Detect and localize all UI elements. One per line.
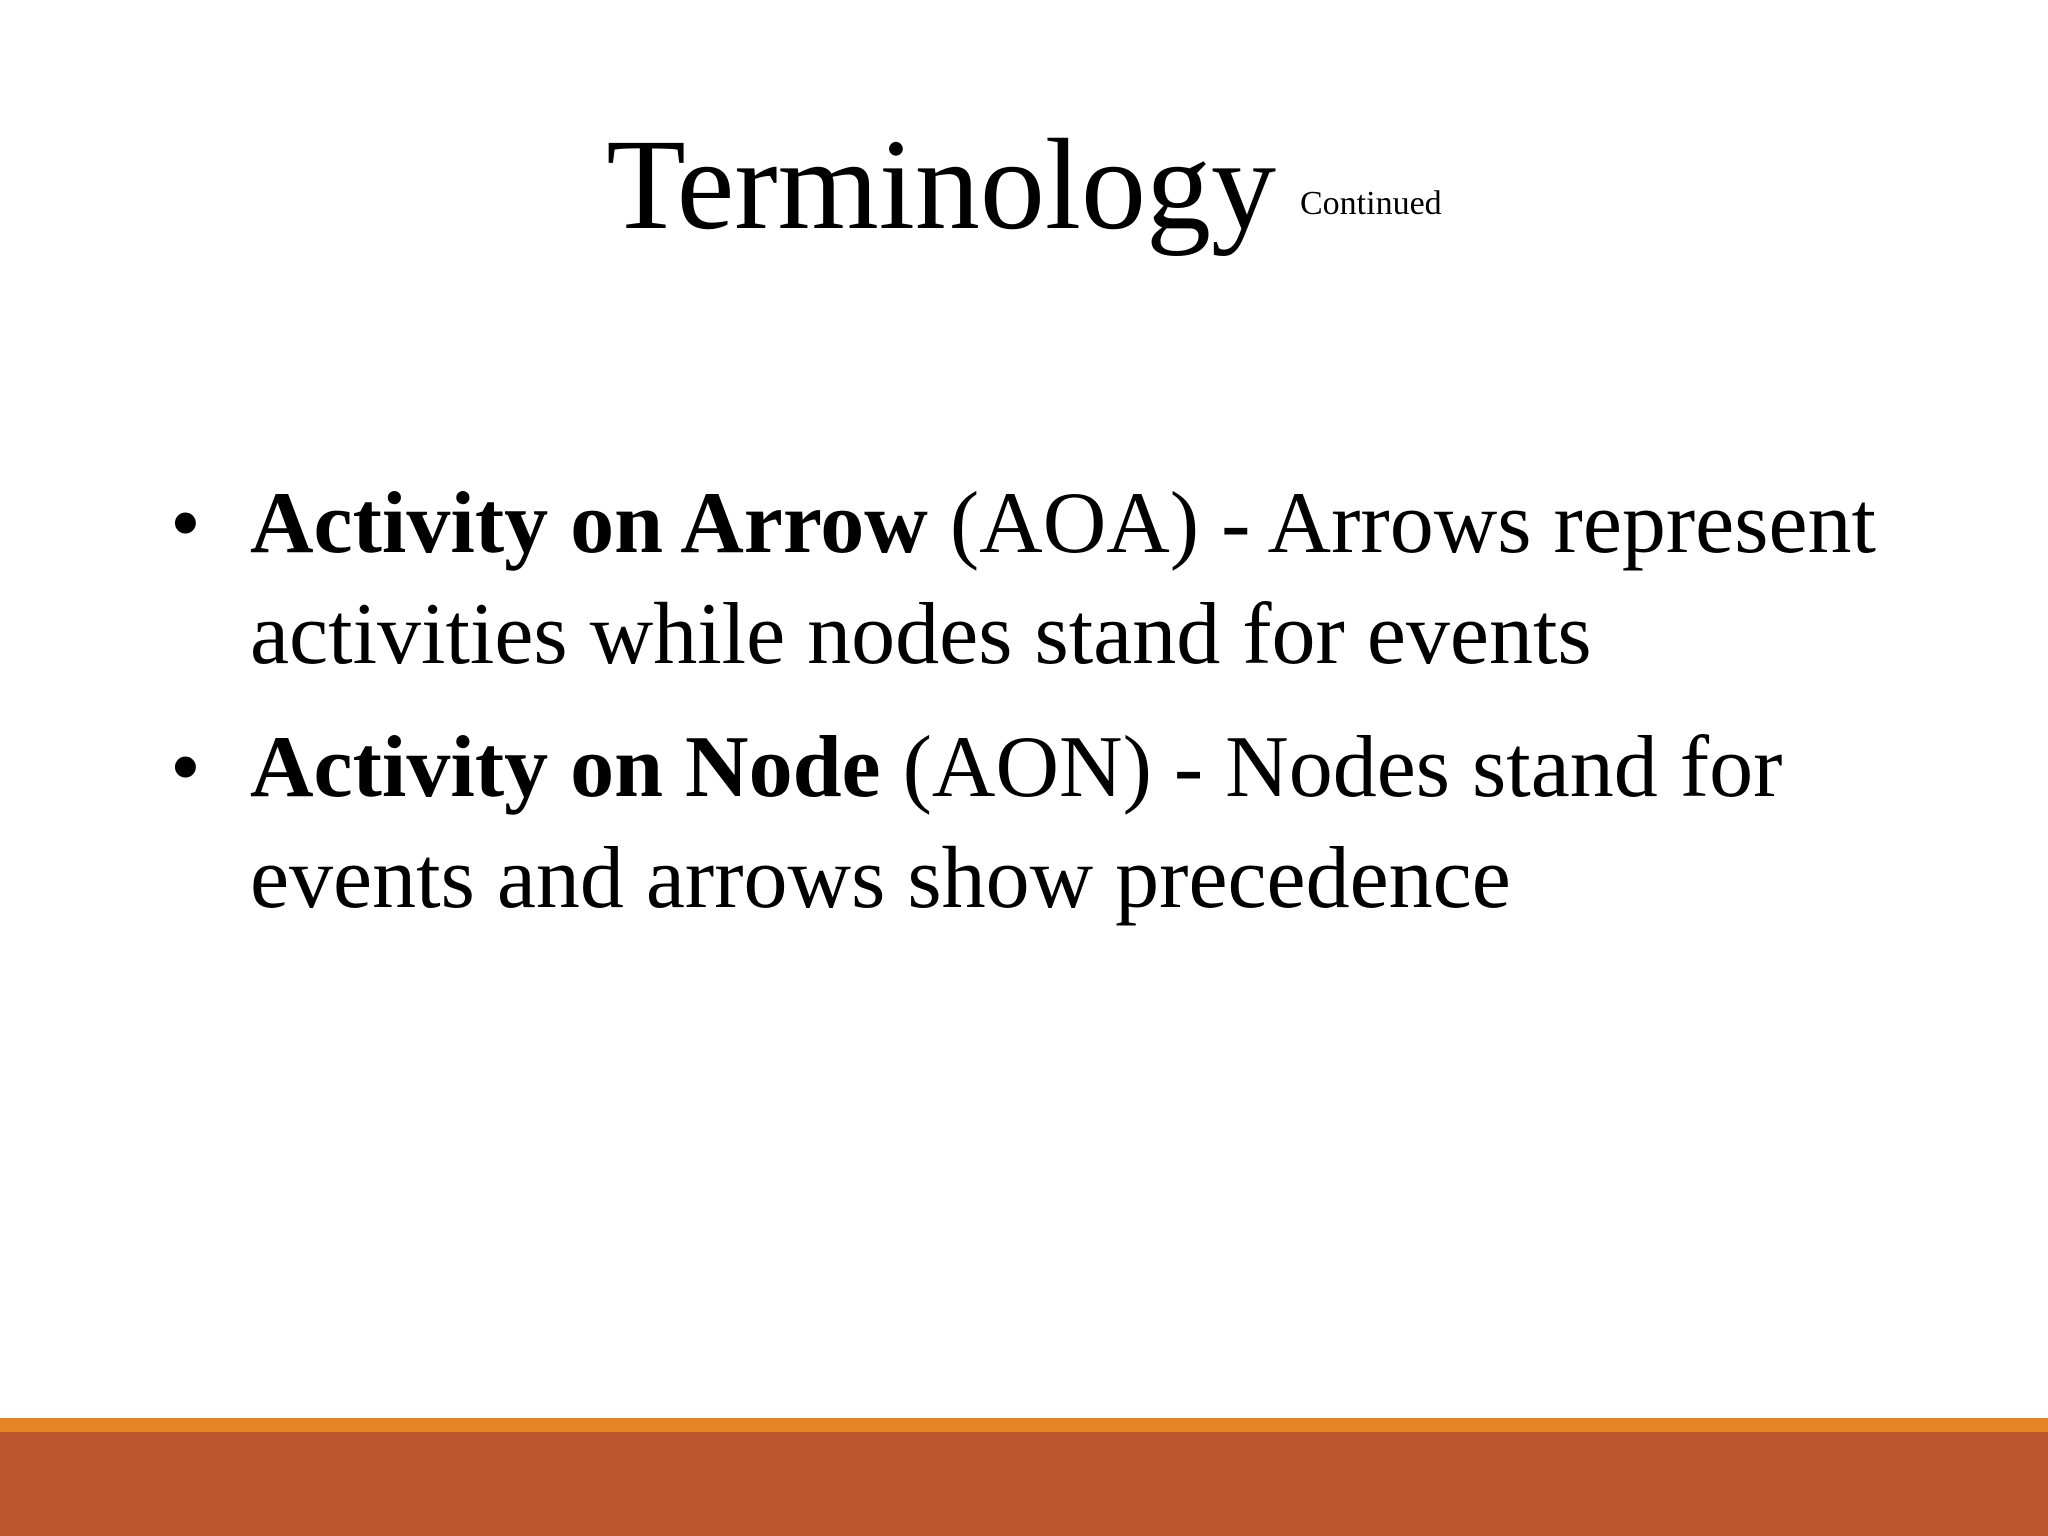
bullet-list xyxy=(170,468,1890,956)
footer-accent-stripe xyxy=(0,1418,2048,1432)
slide-title-row xyxy=(0,110,2048,260)
slide-subtitle: Continued xyxy=(1300,185,1442,222)
bullet-term: Activity on Arrow xyxy=(250,475,928,572)
bullet-item-aon xyxy=(170,712,1890,934)
bullet-description: - Nodes stand for events and arrows show precedence xyxy=(250,719,1783,927)
bullet-term: Activity on Node xyxy=(250,719,881,816)
bullet-abbrev: (AON) xyxy=(880,719,1152,816)
bullet-abbrev: (AOA) xyxy=(927,475,1200,572)
bullet-item-aoa xyxy=(170,468,1890,690)
slide-title: Terminology xyxy=(606,113,1276,257)
bullet-marker: • xyxy=(170,475,201,572)
bullet-marker: • xyxy=(170,719,201,816)
footer-bar xyxy=(0,1432,2048,1536)
bullet-description: - Arrows represent activities while nodes stand for events xyxy=(250,475,1876,683)
